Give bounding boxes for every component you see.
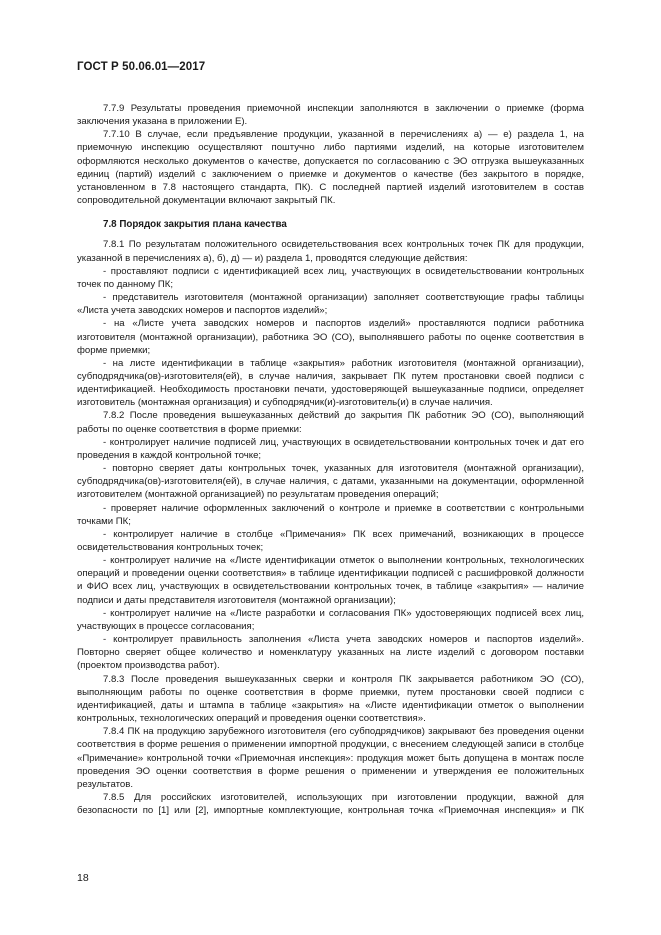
document-body bbox=[77, 102, 584, 817]
list-item: - повторно сверяет даты контрольных точек, указанных для изготовителя (монтажной организации), субподрядчика(ов)-изготовителя(ей), в случае наличия, с датами, указанными на документации, оформленной изготовителем (монтажной организацией) по результатам проведения операций; bbox=[77, 463, 584, 501]
paragraph-7-7-10: 7.7.10 В случае, если предъявление продукции, указанной в перечислениях а) — е) раздела 1, на приемочную инспекцию осуществляют поштучно либо партиями изделий, на которые изготовителем оформляются несколько документов о качестве, допускается по согласованию с ЭО отгрузка вышеуказанных единиц (партий) изделий с заключением о приемке и документов о качестве (без закрытого в порядке, установленном в 7.8 настоящего стандарта, ПК). С последней партией изделий изготовителем в состав сопроводительной документации включают закрытый ПК. bbox=[77, 129, 584, 207]
list-item: - контролирует правильность заполнения «Листа учета заводских номеров и паспортов изделий». Повторно сверяет общее количество и номенклатуру указанных на листе изделий с договором поставки (проектом производства работ). bbox=[77, 634, 584, 672]
list-item: - контролирует наличие в столбце «Примечания» ПК всех примечаний, возникающих в процессе освидетельствования контрольных точек; bbox=[77, 528, 584, 553]
paragraph-7-8-5: 7.8.5 Для российских изготовителей, использующих при изготовлении продукции, важной для безопасности по [1] или [2], импортные комплектующие, контрольная точка «Приемочная инспекция» и ПК bbox=[77, 791, 584, 817]
list-item: - на «Листе учета заводских номеров и паспортов изделий» проставляются подписи работника изготовителя (монтажной организации), работника ЭО (СО), выполнявшего работы по оценке соответствия в форме приемки; bbox=[77, 318, 584, 356]
list-item: - контролирует наличие подписей лиц, участвующих в освидетельствовании контрольных точек и дат его проведения в каждой контрольной точке; bbox=[77, 436, 584, 461]
list-item: - проставляют подписи с идентификацией всех лиц, участвующих в освидетельствовании контрольных точек по данному ПК; bbox=[77, 265, 584, 290]
section-heading-7-8: 7.8 Порядок закрытия плана качества bbox=[103, 219, 287, 231]
paragraph-7-8-2: 7.8.2 После проведения вышеуказанных действий до закрытия ПК работник ЭО (СО), выполняющий работы по оценке соответствия в форме приемки: bbox=[77, 410, 584, 435]
paragraph-7-7-9: 7.7.9 Результаты проведения приемочной инспекции заполняются в заключении о приемке (форма заключения указана в приложении Е). bbox=[77, 103, 584, 128]
paragraph-7-8-3: 7.8.3 После проведения вышеуказанных сверки и контроля ПК закрывается работником ЭО (СО), выполняющим работы по оценке соответствия в форме приемки, путем простановки своей подписи с идентификацией, даты и штампа в таблице «закрытия» на «Листе идентификации отметок о выполнении контрольных, технологических операций и проведения оценки соответствия». bbox=[77, 673, 584, 725]
list-item: - проверяет наличие оформленных заключений о контроле и приемке в соответствии с контрольными точками ПК; bbox=[77, 502, 584, 527]
list-item: - контролирует наличие на «Листе разработки и согласования ПК» удостоверяющих подписей всех лиц, участвующих в процессе согласования; bbox=[77, 607, 584, 632]
paragraph-7-8-1: 7.8.1 По результатам положительного освидетельствования всех контрольных точек ПК для продукции, указанной в перечислениях а), б), д) — и) раздела 1, проводятся следующие действия: bbox=[77, 239, 584, 264]
page-number: 18 bbox=[77, 872, 89, 884]
list-item: - на листе идентификации в таблице «закрытия» работник изготовителя (монтажной организации), субподрядчика(ов)-изготовителя(ей), в случае наличия, закрывает ПК путем простановки своей подписи с идентификацией. Необходимость простановки печати, удостоверяющей вышеуказанные подписи, определяет изготовитель (монтажная организация) и субподрядчик(и)-изготовитель(и) в случае наличия. bbox=[77, 357, 584, 409]
document-code-header: ГОСТ Р 50.06.01—2017 bbox=[77, 61, 206, 73]
list-item: - контролирует наличие на «Листе идентификации отметок о выполнении контрольных, технологических операций и проведении оценки соответствия» в таблице идентификации подписей с расшифровкой должности и ФИО всех лиц, участвующих в освидетельствовании контрольных точек, в таблице «закрытия» — наличие подписи и даты представителя изготовителя (монтажной организации); bbox=[77, 555, 584, 606]
list-item: - представитель изготовителя (монтажной организации) заполняет соответствующие графы таблицы «Листа учета заводских номеров и паспортов изделий»; bbox=[77, 292, 584, 317]
paragraph-7-8-4: 7.8.4 ПК на продукцию зарубежного изготовителя (его субподрядчиков) закрывают без проведения оценки соответствия в форме решения о применении импортной продукции, с внесением следующей записи в столбце «Примечание» контрольной точки «Приемочная инспекция»: продукция может быть допущена в монтаж после проведения ЭО оценки соответствия в форме решения о применении и утверждения ее положительных результатов. bbox=[77, 726, 584, 790]
